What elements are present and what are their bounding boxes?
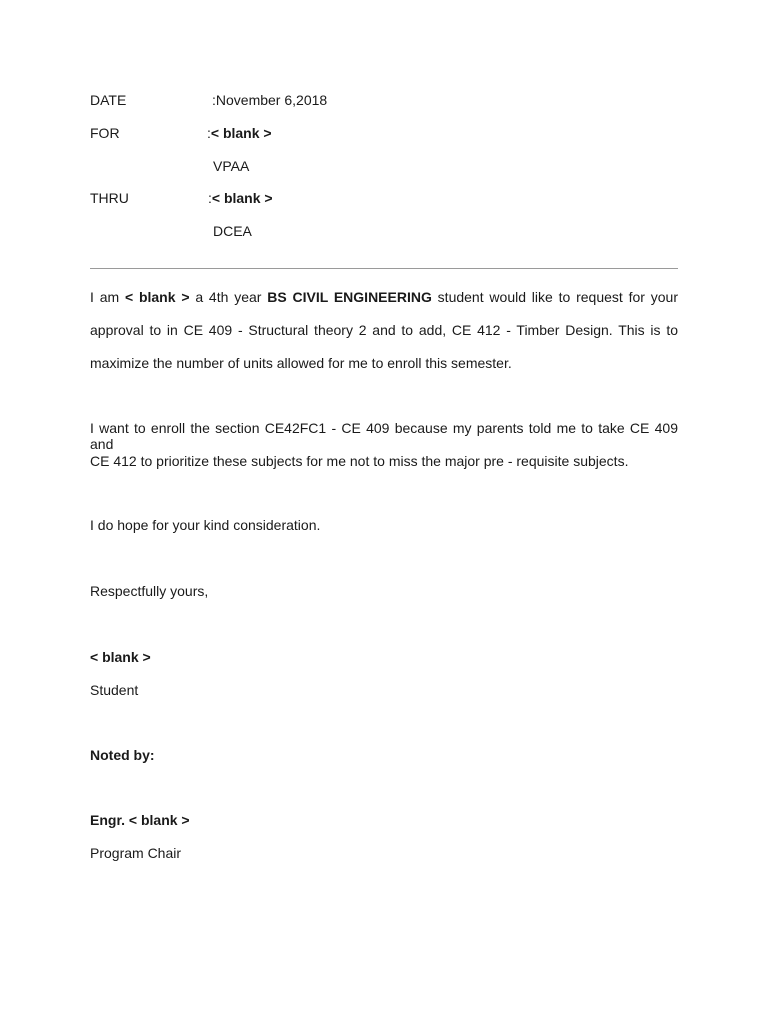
- for-recipient: [207, 125, 272, 141]
- paragraph-3: I do hope for your kind consideration.: [90, 517, 321, 533]
- paragraph-1-line-2: approval to in CE 409 - Structural theory 2 and to add, CE 412 - Timber Design. This is to: [90, 322, 678, 338]
- chair-title: Program Chair: [90, 845, 182, 861]
- p1-text-b: a 4th year: [189, 289, 268, 305]
- date-label: DATE: [90, 92, 127, 108]
- for-office: VPAA: [213, 158, 250, 174]
- paragraph-2-line-1: I want to enroll the section CE42FC1 - CE 409 because my parents told me to take CE 409 and: [90, 420, 678, 452]
- date-value: :November 6,2018: [212, 92, 328, 108]
- paragraph-2-line-2: CE 412 to prioritize these subjects for me not to miss the major pre - requisite subjects.: [90, 453, 629, 469]
- for-name: < blank >: [210, 125, 272, 141]
- header-divider: [90, 268, 678, 269]
- for-label: FOR: [90, 125, 120, 141]
- chair-name: Engr. < blank >: [90, 812, 190, 828]
- thru-name: < blank >: [211, 190, 273, 206]
- for-colon: :: [207, 125, 211, 141]
- thru-office: DCEA: [213, 223, 252, 239]
- p1-text-c: student would like to request for your: [431, 289, 679, 305]
- thru-colon: :: [208, 190, 212, 206]
- paragraph-1-line-3: maximize the number of units allowed for me to enroll this semester.: [90, 355, 512, 371]
- salutation: Respectfully yours,: [90, 583, 209, 599]
- signer-name: < blank >: [90, 649, 151, 665]
- paragraph-1-line-1: [90, 289, 678, 305]
- p1-blank: < blank >: [124, 289, 190, 305]
- thru-recipient: [208, 190, 273, 206]
- noted-by-label: Noted by:: [90, 747, 155, 763]
- signer-title: Student: [90, 682, 139, 698]
- p1-text-a: I am: [90, 289, 125, 305]
- thru-label: THRU: [90, 190, 129, 206]
- p1-program: BS CIVIL ENGINEERING: [267, 289, 432, 305]
